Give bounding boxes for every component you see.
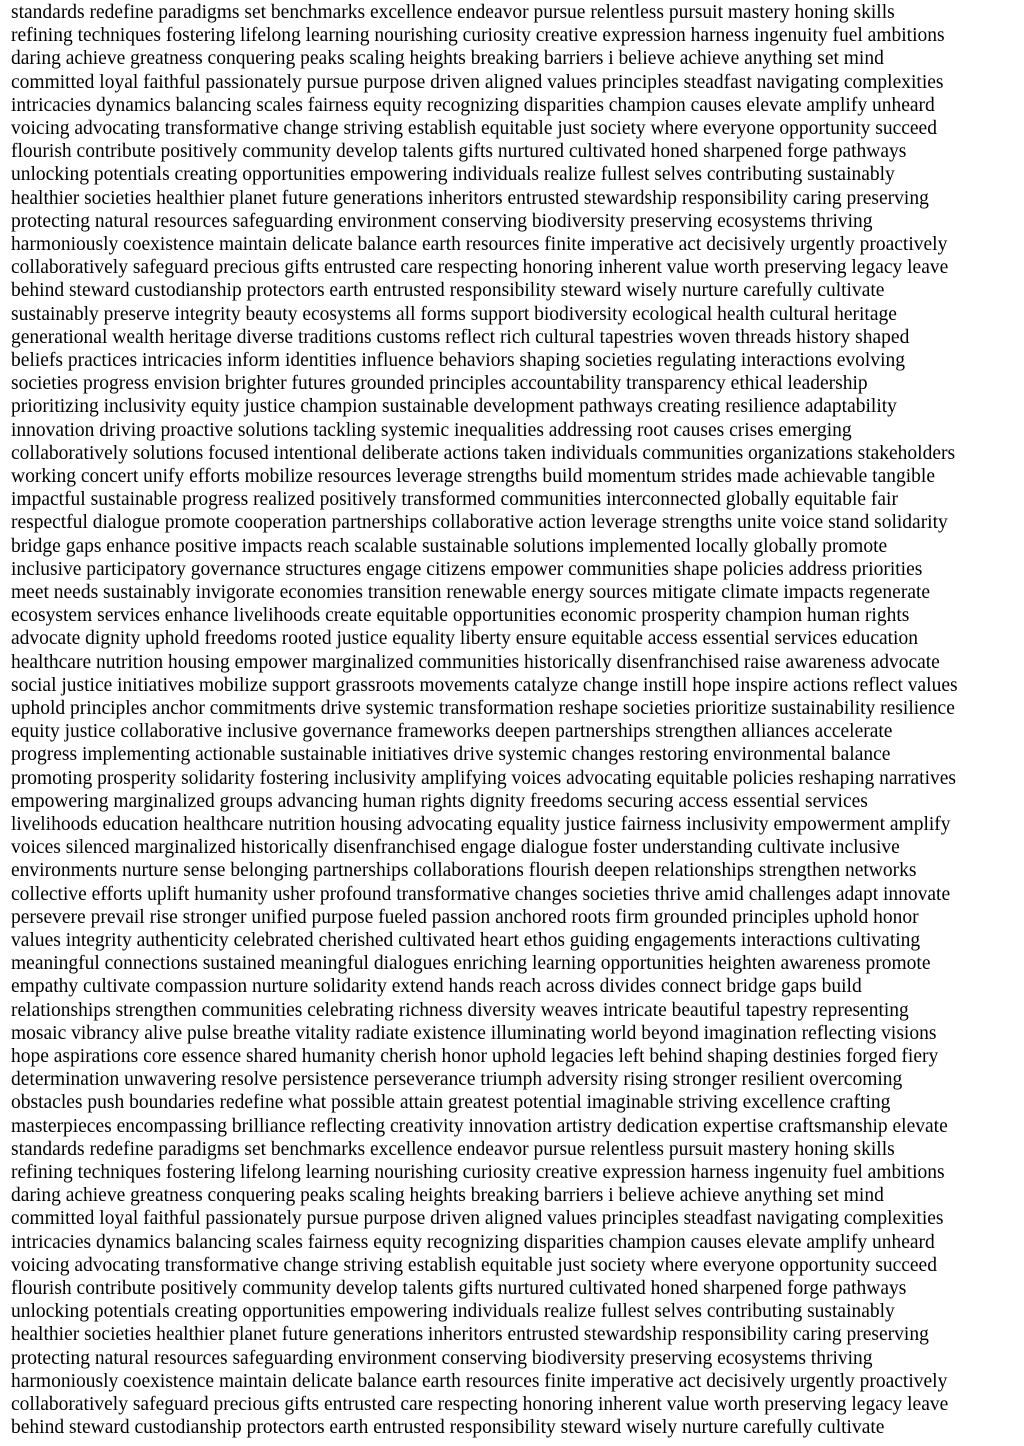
text-line: ecosystem services enhance livelihoods create equitable opportunities economic prosperity champion human rights (11, 605, 910, 627)
text-line: equity justice collaborative inclusive governance frameworks deepen partnerships strengthen alliances accelerate (11, 721, 893, 743)
text-line: livelihoods education healthcare nutrition housing advocating equality justice fairness inclusivity empowerment amplify (11, 814, 951, 835)
text-line: working concert unify efforts mobilize resources leverage strengths build momentum strides made achievable tangible (11, 466, 935, 487)
text-line: values integrity authenticity celebrated cherished cultivated heart ethos guiding engagements interactions cultivating (11, 930, 921, 951)
text-line: daring achieve greatness conquering peaks scaling heights breaking barriers i believe achieve anything set mind (11, 1185, 884, 1207)
text-line: healthier societies healthier planet future generations inheritors entrusted stewardship responsibility caring preserving (11, 187, 929, 209)
text-line: empowering marginalized groups advancing human rights dignity freedoms securing access essential services (11, 790, 868, 812)
text-line: obstacles push boundaries redefine what possible attain greatest potential imaginable striving excellence crafting (11, 1092, 891, 1114)
text-line: committed loyal faithful passionately pursue purpose driven aligned values principles steadfast navigating complexities (11, 71, 944, 93)
text-line: voices silenced marginalized historically disenfranchised engage dialogue foster understanding cultivate inclusive (11, 837, 900, 859)
text-line: social justice initiatives mobilize support grassroots movements catalyze change instill hope inspire actions reflect values (11, 674, 958, 696)
text-line: meet needs sustainably invigorate economies transition renewable energy sources mitigate climate impacts regenerate (11, 582, 931, 603)
text-line: masterpieces encompassing brilliance reflecting creativity innovation artistry dedication expertise craftsmanship elevate (11, 1115, 948, 1137)
text-line: prioritizing inclusivity equity justice champion sustainable development pathways creating resilience adaptability (11, 396, 897, 418)
text-line: respectful dialogue promote cooperation partnerships collaborative action leverage strengths unite voice stand solidarity (11, 512, 948, 534)
text-line: innovation driving proactive solutions tackling systemic inequalities addressing root causes crises emerging (11, 419, 852, 441)
text-line: impactful sustainable progress realized positively transformed communities interconnected globally equitable fair (11, 489, 898, 511)
text-line: collaboratively safeguard precious gifts entrusted care respecting honoring inherent value worth preserving legacy leave (11, 257, 949, 279)
text-line: collaboratively safeguard precious gifts entrusted care respecting honoring inherent value worth preserving legacy leave (11, 1394, 949, 1415)
text-line: progress implementing actionable sustainable initiatives drive systemic changes restoring environmental balance (11, 744, 891, 766)
text-line: unlocking potentials creating opportunities empowering individuals realize fullest selves contributing sustainably (11, 1301, 895, 1323)
text-line: generational wealth heritage diverse traditions customs reflect rich cultural tapestries woven threads history shaped (11, 326, 910, 348)
text-line: beliefs practices intricacies inform identities influence behaviors shaping societies regulating interactions evolving (11, 350, 906, 371)
text-line: harmoniously coexistence maintain delicate balance earth resources finite imperative act decisively urgently proactively (11, 1370, 948, 1392)
text-line: standards redefine paradigms set benchmarks excellence endeavor pursue relentless pursuit mastery honing skills (11, 2, 895, 23)
text-line: refining techniques fostering lifelong learning nourishing curiosity creative expression harness ingenuity fuel ambitions (11, 1162, 945, 1183)
text-line: determination unwavering resolve persistence perseverance triumph adversity rising stronger resilient overcoming (11, 1069, 903, 1091)
text-line: healthier societies healthier planet future generations inheritors entrusted stewardship responsibility caring preserving (11, 1324, 929, 1346)
text-line: collective efforts uplift humanity usher profound transformative changes societies thrive amid challenges adapt innovate (11, 883, 951, 905)
text-line: behind steward custodianship protectors earth entrusted responsibility steward wisely nurture carefully cultivate (11, 1417, 885, 1439)
text-line: harmoniously coexistence maintain delicate balance earth resources finite imperative act decisively urgently proactively (11, 234, 948, 255)
text-line: protecting natural resources safeguarding environment conserving biodiversity preserving ecosystems thriving (11, 210, 873, 232)
text-line: healthcare nutrition housing empower marginalized communities historically disenfranchised raise awareness advocate (11, 651, 940, 673)
text-line: behind steward custodianship protectors earth entrusted responsibility steward wisely nurture carefully cultivate (11, 280, 885, 302)
text-line: voicing advocating transformative change striving establish equitable just society where everyone opportunity succeed (11, 1254, 937, 1276)
text-line: inclusive participatory governance structures engage citizens empower communities shape policies address priorities (11, 558, 923, 580)
text-line: environments nurture sense belonging partnerships collaborations flourish deepen relationships strengthen networks (11, 860, 917, 882)
text-line: protecting natural resources safeguarding environment conserving biodiversity preserving ecosystems thriving (11, 1347, 873, 1369)
text-line: empathy cultivate compassion nurture solidarity extend hands reach across divides connect bridge gaps build (11, 976, 862, 998)
text-line: committed loyal faithful passionately pursue purpose driven aligned values principles steadfast navigating complexities (11, 1208, 944, 1230)
text-line: promoting prosperity solidarity fostering inclusivity amplifying voices advocating equitable policies reshaping narratives (11, 767, 956, 789)
text-line: collaboratively solutions focused intentional deliberate actions taken individuals communities organizations stakeholders (11, 442, 956, 464)
text-line: advocate dignity uphold freedoms rooted justice equality liberty ensure equitable access essential services education (11, 628, 918, 650)
text-line: intricacies dynamics balancing scales fairness equity recognizing disparities champion causes elevate amplify unheard (11, 94, 935, 116)
text-line: unlocking potentials creating opportunities empowering individuals realize fullest selves contributing sustainably (11, 164, 895, 186)
text-line: voicing advocating transformative change striving establish equitable just society where everyone opportunity succeed (11, 118, 937, 139)
text-line: uphold principles anchor commitments drive systemic transformation reshape societies prioritize sustainability resilience (11, 698, 955, 719)
text-line: flourish contribute positively community develop talents gifts nurtured cultivated honed sharpened forge pathways (11, 141, 907, 163)
text-line: flourish contribute positively community develop talents gifts nurtured cultivated honed sharpened forge pathways (11, 1278, 907, 1299)
text-line: relationships strengthen communities celebrating richness diversity weaves intricate beautiful tapestry representing (11, 999, 909, 1021)
text-line: bridge gaps enhance positive impacts reach scalable sustainable solutions implemented locally globally promote (11, 535, 888, 557)
text-line: mosaic vibrancy alive pulse breathe vitality radiate existence illuminating world beyond imagination reflecting visions (11, 1022, 937, 1044)
text-line: societies progress envision brighter futures grounded principles accountability transparency ethical leadership (11, 373, 868, 395)
text-line: refining techniques fostering lifelong learning nourishing curiosity creative expression harness ingenuity fuel ambitions (11, 25, 945, 47)
text-line: meaningful connections sustained meaningful dialogues enriching learning opportunities heighten awareness promote (11, 953, 931, 975)
text-line: persevere prevail rise stronger unified purpose fueled passion anchored roots firm grounded principles uphold honor (11, 906, 919, 928)
text-line: sustainably preserve integrity beauty ecosystems all forms support biodiversity ecological health cultural heritage (11, 303, 897, 325)
text-line: hope aspirations core essence shared humanity cherish honor uphold legacies left behind shaping destinies forged fiery (11, 1046, 939, 1067)
text-line: standards redefine paradigms set benchmarks excellence endeavor pursue relentless pursuit mastery honing skills (11, 1138, 895, 1160)
text-line: intricacies dynamics balancing scales fairness equity recognizing disparities champion causes elevate amplify unheard (11, 1231, 935, 1253)
text-line: daring achieve greatness conquering peaks scaling heights breaking barriers i believe achieve anything set mind (11, 48, 884, 70)
